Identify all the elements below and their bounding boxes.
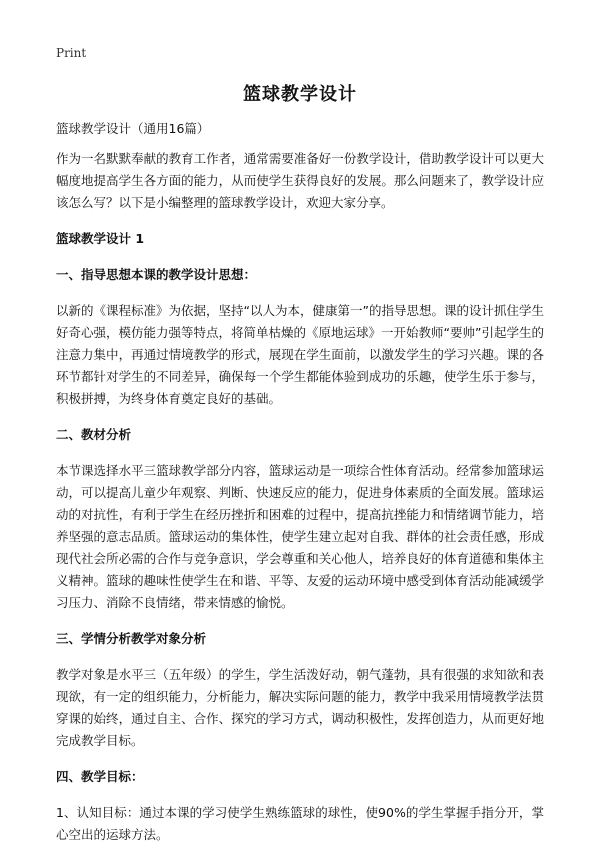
- section-body-teaching-goals: 1、认知目标：通过本课的学习使学生熟练篮球的球性，使90%的学生掌握手指分开，掌心空出的运球方法。: [56, 805, 544, 842]
- section-body-student-analysis: 教学对象是水平三（五年级）的学生，学生活泼好动，朝气蓬勃，具有很强的求知欲和表现欲，有一定的组织能力，分析能力，解决实际问题的能力，教学中我采用情境教学法贯穿课的始终，通过自主、合作、探究的学习方式，调动积极性，发挥创造力，从而更好地完成教学目标。: [56, 667, 544, 748]
- section-heading-teaching-goals: 四、教学目标：: [56, 769, 144, 784]
- intro-paragraph: 作为一名默默奉献的教育工作者，通常需要准备好一份教学设计，借助教学设计可以更大幅度地提高学生各方面的能力，从而使学生获得良好的发展。那么问题来了，教学设计应该怎么写？以下是小编整理的篮球教学设计，欢迎大家分享。: [56, 151, 544, 210]
- section-body-material-analysis: 本节课选择水平三篮球教学部分内容，篮球运动是一项综合性体育活动。经常参加篮球运动，可以提高儿童少年观察、判断、快速反应的能力，促进身体素质的全面发展。篮球运动的对抗性，有利于学生在经历挫折和困难的过程中，提高抗挫能力和情绪调节能力，培养坚强的意志品质。篮球运动的集体性，使学生建立起对自我、群体的社会责任感，形成现代社会所必需的合作与竞争意识，学会尊重和关心他人，培养良好的体育道德和集体主义精神。篮球的趣味性使学生在和谐、平等、友爱的运动环境中感受到体育活动能减缓学习压力、消除不良情绪，带来情感的愉悦。: [56, 463, 544, 610]
- document-title: 篮球教学设计: [243, 84, 357, 105]
- section-title: 篮球教学设计 1: [56, 231, 145, 246]
- document-body: [56, 118, 544, 860]
- print-label: Print: [56, 46, 87, 60]
- section-heading-guiding-thought: 一、指导思想本课的教学设计思想：: [56, 267, 257, 282]
- section-heading-material-analysis: 二、教材分析: [56, 427, 132, 442]
- section-heading-student-analysis: 三、学情分析教学对象分析: [56, 631, 207, 646]
- document-subtitle: 篮球教学设计（通用16篇）: [56, 121, 210, 136]
- section-body-guiding-thought: 以新的《课程标准》为依据，坚持“以人为本，健康第一”的指导思想。课的设计抓住学生好奇心强，模仿能力强等特点，将简单枯燥的《原地运球》一开始教师“要帅”引起学生的注意力集中，再通过情境教学的形式，展现在学生面前，以激发学生的学习兴趣。课的各环节都针对学生的不同差异，确保每一个学生都能体验到成功的乐趣，使学生乐于参与，积极拼搏，为终身体育奠定良好的基础。: [56, 303, 544, 406]
